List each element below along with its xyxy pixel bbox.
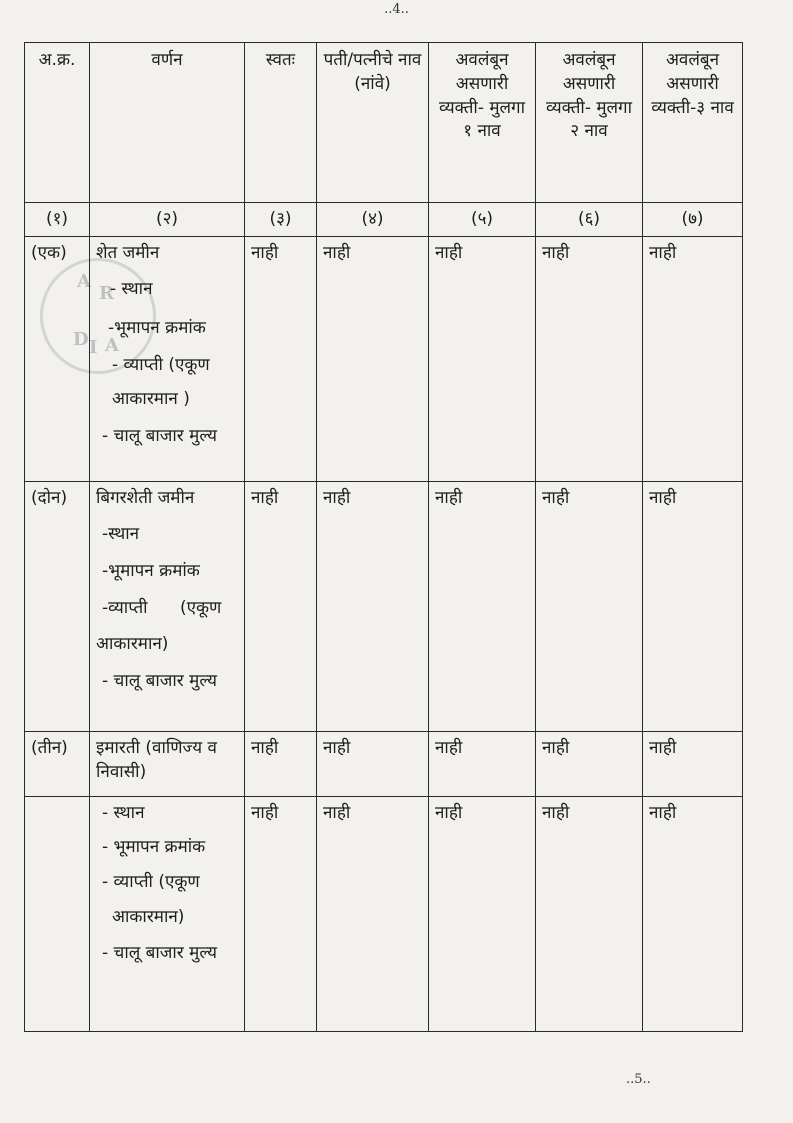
header-dependent-1: अवलंबून असणारी व्यक्ती- मुलगा १ नाव [429,43,536,203]
value-dependent-2: नाही [536,731,643,796]
header-dependent-2: अवलंबून असणारी व्यक्ती- मुलगा २ नाव [536,43,643,203]
row-subitem: - चालू बाजार मुल्य [102,943,217,964]
row-description [90,796,245,1031]
row-sr-no: (दोन) [25,481,90,731]
row-subitem: - चालू बाजार मुल्य [102,425,217,446]
value-spouse: नाही [317,731,429,796]
row-sr-no: (तीन) [25,731,90,796]
row-subitem: -भूमापन क्रमांक [102,560,200,581]
stamp-letter: A [77,271,91,292]
column-number: (६) [536,203,643,237]
row-subitem: - भूमापन क्रमांक [102,837,206,858]
column-number: (४) [317,203,429,237]
row-subitem: - व्याप्ती (एकूण [112,354,210,375]
value-dependent-3: नाही [643,481,743,731]
row-subitem: - चालू बाजार मुल्य [102,670,217,691]
page-number-top: ..4.. [384,2,409,17]
table-row-agricultural-land [25,236,743,481]
value-self: नाही [245,236,317,481]
header-row [25,43,743,203]
value-dependent-3: नाही [643,731,743,796]
column-number: (५) [429,203,536,237]
column-number: (२) [90,203,245,237]
stamp-letter: A [105,335,119,356]
row-sr-no: (एक) [25,236,90,481]
value-dependent-1: नाही [429,236,536,481]
value-self: नाही [245,481,317,731]
value-dependent-3: नाही [643,796,743,1031]
value-dependent-1: नाही [429,731,536,796]
row-subitem: आकारमान) [96,634,169,655]
row-title: शेत जमीन [96,242,160,263]
value-self: नाही [245,796,317,1031]
value-spouse: नाही [317,481,429,731]
column-number: (७) [643,203,743,237]
row-subitem: आकारमान ) [112,389,190,410]
asset-declaration-table [24,42,743,1032]
value-self: नाही [245,731,317,796]
value-dependent-3: नाही [643,236,743,481]
header-spouse: पती/पत्नीचे नाव (नांवे) [317,43,429,203]
row-description [90,236,245,481]
value-dependent-2: नाही [536,481,643,731]
row-title: बिगरशेती जमीन [96,487,195,508]
stamp-letter: D [73,329,89,350]
table-row-non-agricultural-land [25,481,743,731]
row-subitem: - स्थान [102,802,145,823]
row-subitem: - व्याप्ती (एकूण [102,871,200,892]
column-number: (३) [245,203,317,237]
column-number-row [25,203,743,237]
row-subitem: -व्याप्ती (एकूण [102,597,222,618]
header-self: स्वतः [245,43,317,203]
column-number: (१) [25,203,90,237]
value-spouse: नाही [317,796,429,1031]
value-dependent-1: नाही [429,796,536,1031]
row-subitem: आकारमान) [112,906,185,927]
value-dependent-1: नाही [429,481,536,731]
value-dependent-2: नाही [536,236,643,481]
row-subitem: - स्थान [110,279,153,300]
row-sr-no [25,796,90,1031]
row-subitem: -भूमापन क्रमांक [108,317,206,338]
value-spouse: नाही [317,236,429,481]
row-subitem: -स्थान [102,524,140,545]
table-row-building-details [25,796,743,1031]
page-number-bottom: ..5.. [626,1072,651,1087]
value-dependent-2: नाही [536,796,643,1031]
row-description [90,481,245,731]
row-title: इमारती (वाणिज्य व निवासी) [90,731,245,796]
header-dependent-3: अवलंबून असणारी व्यक्ती-३ नाव [643,43,743,203]
header-description: वर्णन [90,43,245,203]
stamp-letter: R [99,283,114,304]
header-sr-no: अ.क्र. [25,43,90,203]
table-row-buildings [25,731,743,796]
stamp-letter: I [89,337,98,358]
